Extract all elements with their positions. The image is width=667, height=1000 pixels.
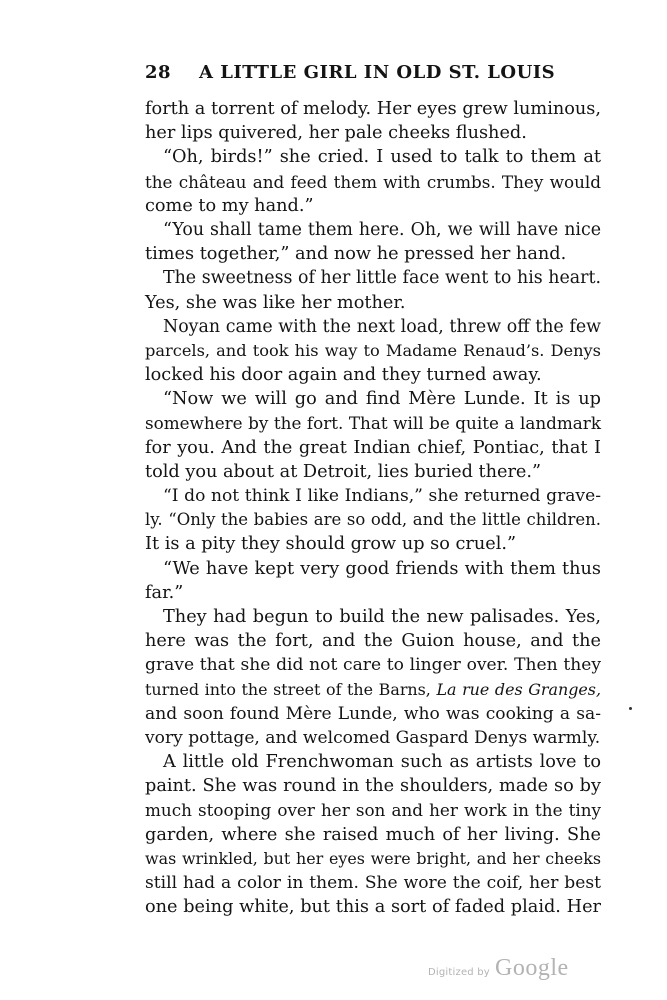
text-line: far.” bbox=[145, 582, 184, 603]
text-line: here was the fort, and the Guion house, and the bbox=[145, 631, 601, 652]
text-line: “Oh, birds!” she cried. I used to talk to them at bbox=[163, 147, 601, 168]
text-line: Yes, she was like her mother. bbox=[145, 292, 406, 313]
text-line: vory pottage, and welcomed Gaspard Denys warmly. bbox=[145, 727, 601, 748]
watermark-brand: Google bbox=[495, 955, 569, 981]
text-line: paint. She was round in the shoulders, made so by bbox=[145, 776, 601, 797]
text-line: much stooping over her son and her work in the tiny bbox=[145, 800, 601, 821]
text-line: told you about at Detroit, lies buried there.” bbox=[145, 461, 542, 482]
watermark-prefix: Digitized by bbox=[428, 967, 490, 978]
text-line: A little old Frenchwoman such as artists love to bbox=[163, 752, 601, 773]
body-text bbox=[145, 97, 601, 919]
text-line: garden, where she raised much of her living. She bbox=[145, 824, 601, 845]
text-line: parcels, and took his way to Madame Renaud’s. Denys bbox=[145, 340, 601, 360]
text-line: forth a torrent of melody. Her eyes grew luminous, bbox=[145, 99, 601, 119]
text-line: locked his door again and they turned away. bbox=[145, 365, 542, 386]
text-line: grave that she did not care to linger over. Then they bbox=[145, 655, 601, 676]
text-line: somewhere by the fort. That will be quite a landmark bbox=[145, 413, 601, 434]
page-number: 28 bbox=[145, 62, 172, 83]
text-line: It is a pity they should grow up so cruel.” bbox=[145, 534, 517, 555]
text-line: her lips quivered, her pale cheeks flushed. bbox=[145, 123, 527, 144]
stray-ink-dot bbox=[629, 707, 632, 710]
italic-phrase: La rue des Granges, bbox=[436, 679, 601, 699]
text-line: come to my hand.” bbox=[145, 195, 314, 216]
text-line: “You shall tame them here. Oh, we will have nice bbox=[163, 219, 601, 240]
text-line: and soon found Mère Lunde, who was cooking a sa- bbox=[145, 703, 601, 724]
digitized-by-watermark bbox=[428, 955, 569, 982]
text-line: Noyan came with the next load, threw off the few bbox=[163, 316, 601, 337]
text-line: for you. And the great Indian chief, Pontiac, that I bbox=[145, 437, 601, 458]
running-head bbox=[145, 62, 601, 88]
text-line: the château and feed them with crumbs. They would bbox=[145, 171, 601, 192]
text-line: one being white, but this a sort of faded plaid. Her bbox=[145, 897, 601, 918]
text-line: was wrinkled, but her eyes were bright, and her cheeks bbox=[145, 848, 601, 868]
text-line: “Now we will go and find Mère Lunde. It is up bbox=[163, 389, 601, 410]
text-line: “We have kept very good friends with them thus bbox=[163, 558, 601, 579]
text-line: ly. “Only the babies are so odd, and the little children. bbox=[145, 510, 601, 530]
text-line: The sweetness of her little face went to his heart. bbox=[163, 268, 601, 289]
text-line: They had begun to build the new palisades. Yes, bbox=[163, 606, 601, 627]
text-line: still had a color in them. She wore the coif, her best bbox=[145, 873, 601, 893]
text-line: turned into the street of the Barns, La rue des Granges, bbox=[145, 679, 601, 699]
running-title: A LITTLE GIRL IN OLD ST. LOUIS bbox=[199, 62, 556, 83]
text-line: “I do not think I like Indians,” she returned grave- bbox=[163, 486, 601, 506]
text-line: times together,” and now he pressed her hand. bbox=[145, 244, 567, 265]
